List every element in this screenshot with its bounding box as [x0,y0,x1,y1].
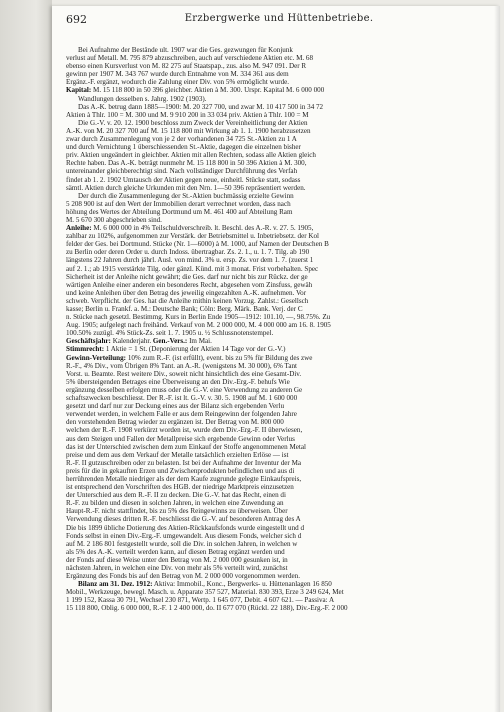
line-text: 5 208 900 ist auf den Wert der Immobilien derart verrechnet worden, dass nach [66,199,291,208]
line-text: R.-F. zu bilden und diesen in solchen Jahren, in welchen eine Zuwendung an [66,499,284,508]
running-title: Erzbergwerke und Hüttenbetriebe. [184,13,374,24]
line-text: zu Berlin oder deren Order u. durch Indoss. übertragbar. Zs. 2. 1., u. 1. 7. Tilg. ab 190 [66,248,310,257]
text-line [66,524,498,532]
line-text: Ergänz.-F. ergänzt, wodurch die Zahlung einer Div. von 5% ermöglicht wurde. [66,78,290,87]
text-line [66,459,498,467]
text-line [66,78,498,86]
text-line [66,402,498,410]
line-text: auf M. 2 186 801 festgestellt wurde, soll die Div. in solchen Jahren, in welchen w [66,539,298,548]
line-text: herrührenden Metalle niedriger als der dem Kaufe zugrunde gelegte Einkaufspreis, [66,474,302,483]
line-text: Die bis 1899 übliche Dotierung des Aktien-Rückkaufsfonds wurde eingestellt und d [66,523,304,532]
line-text: 15 118 800, Oblig. 6 000 000, R.-F. 1 2 400 000, do. II 677 070 (Rückl. 22 188), Div.-Erg.-F. 2 000 [66,604,348,613]
text-line [66,119,498,127]
line-text: 100.50% zuzügl. 4% Stück-Zs. seit 1. 7. 1905 u. ½ Schlussnotenstempel. [66,329,274,338]
line-text: Verwendung dieses dritten R.-F. beschliesst die G.-V. auf besonderen Antrag des A [66,515,301,524]
line-text: M. 6 000 000 in 4% Teilschuldverschreib. lt. Beschl. des A.-R. v. 27. 5. 1905, [91,224,314,233]
page-edge-shadow [494,6,500,712]
section-keyword: Kapital: [66,86,92,95]
text-line [66,224,498,232]
text-line [66,483,498,491]
text-line [66,232,498,240]
line-text: 1 199 152, Kassa 30 791, Wechsel 230 871, Wertp. 1 645 077, Debit. 4 607 621. — Passiva: A [66,596,335,605]
text-line [66,564,498,572]
line-text: schweb. Verpflicht. der Ges. hat die Anleihe mithin keinen Vorzug. Zahlst.: Gesellsch [66,296,309,305]
line-text: sämtl. Aktien durch gleiche Urkunden mit den Nrn. 1—50 396 repräsentiert werden. [66,183,306,192]
text-line [66,345,498,353]
text-line [66,337,498,345]
line-text: das ist der Unterschied zwischen dem zum Einkauf der Stoffe angenommenen Metal [66,442,306,451]
text-line [66,418,498,426]
line-text: 5% übersteigenden Betrages eine Überweisung an den Div.-Erg.-F. behufs Wie [66,377,290,386]
text-line [66,135,498,143]
line-text: Ergänzung des Fonds bis auf den Betrag von M. 2 000 000 vorgenommen werden. [66,572,300,581]
text-line [66,151,498,159]
text-line [66,354,498,362]
line-text: verlust auf Metall. M. 795 879 abzuschreiben, auch auf verschiedene Aktien etc. M. 68 [66,54,314,63]
text-line [66,556,498,564]
line-text: A.-K. von M. 20 327 700 auf M. 15 118 800 mit Wirkung ab 1. 1. 1900 herabzusetzen [66,126,311,135]
line-text: Aug. 1905; aufgelegt nach freihänd. Verkauf von M. 2 000 000, M. 4 000 000 am 16. 8. 1905 [66,321,331,330]
text-line [66,507,498,515]
section-keyword: Stimmrecht: [66,345,105,354]
text-line [66,491,498,499]
section-keyword: Geschäftsjahr: [66,337,111,346]
text-line [66,143,498,151]
text-line [66,62,498,70]
text-line [66,362,498,370]
book-page [52,6,500,712]
line-text: den vorstehenden Betrag wieder zu ergänzen ist. Der Betrag von M. 800 000 [66,418,284,427]
line-text: der Unterschied aus dem R.-F. II zu decken. Die G.-V. hat das Recht, einen di [66,491,286,500]
line-text: Vorst. u. Beamte. Rest weitere Div., soweit nicht hinsichtlich des eine Gesamt-Div. [66,369,302,378]
line-text: aus dem Steigen und Fallen der Metallpreise sich ergebende Gewinn oder Verlus [66,434,295,443]
line-text: Bei Aufnahme der Bestände ult. 1907 war die Ges. gezwungen für Konjunk [78,46,293,54]
line-text: Aktiva: Immobil., Konc., Bergwerks- u. Hüttenanlagen 16 850 [152,580,332,589]
line-text: Aktien à Thlr. 100 = M. 300 und M. 9 910 200 in 33 034 priv. Aktien à Thlr. 100 = M [66,110,309,119]
line-text: ergänzung desselben erfolgen muss oder die G.-V. eine Verwendung zu anderen Ge [66,385,303,394]
line-text: 1 Aktie = 1 St. (Deponierung der Aktien 14 Tage vor der G.-V.) [104,345,286,354]
line-text: findet ab 1. 2. 1902 Umtausch der Aktien gegen neue, einheitl. Stücke statt, sodass [66,175,301,184]
text-line [66,451,498,459]
line-text: nächsten Jahren, in welchen eine Div. von mehr als 5% verteilt wird, zunächst [66,564,288,572]
text-line [66,394,498,402]
line-text: Sicherheit ist der Anleihe nicht gewährt; die Ges. darf nur nicht bis zur Rückz. der ge [66,272,308,281]
line-text: M. 5 670 300 abgeschrieben sind. [66,215,162,224]
text-line [66,54,498,62]
line-text: priv. Aktien ungeändert in gleichber. Aktien mit allen Rechten, sodass alle Aktien gleich [66,151,316,160]
line-text: Mobil., Werkzeuge, bewegl. Masch. u. Apparate 357 527, Material. 830 393, Erze 3 249 624, Met [66,588,344,597]
text-line [66,540,498,548]
text-line [66,467,498,475]
text-line [66,240,498,248]
line-text: preise und dem aus dem Verkauf der Metalle tatsächlich erzielten Erlöse — ist [66,450,289,459]
text-line [66,604,498,612]
text-line [66,313,498,321]
text-line [66,159,498,167]
text-line [66,265,498,273]
text-line [66,329,498,337]
page-header [66,13,492,27]
section-keyword: Bilanz am 31. Dez. 1912: [78,580,153,589]
line-text: Haupt-R.-F. nicht stattfindet, bis zu 5% des Reingewinns zu überweisen. Über [66,507,288,516]
line-text: Das A.-K. betrug dann 1885—1900: M. 20 327 700, und zwar M. 10 417 500 in 34 72 [78,102,324,111]
text-line [66,378,498,386]
line-text: n. Stücke nach gesetzl. Bestimmg. Kurs in Berlin Ende 1905—1912: 101.10, —, 98.75%. Zu [66,313,331,322]
book-gutter [0,0,52,712]
text-line [66,532,498,540]
text-line [66,426,498,434]
text-line [66,596,498,604]
text-line [66,305,498,313]
text-line [66,127,498,135]
text-line [66,176,498,184]
line-text: ist entsprechend den Vorschriften des HGB. der niedrige Marktpreis einzusetzen [66,483,294,492]
section-keyword: Anleihe: [66,224,92,233]
text-line [66,289,498,297]
line-text: gesetzt und darf nur zur Deckung eines aus der Bilanz sich ergebenden Verlu [66,402,284,411]
line-text: felder der Ges. bei Dortmund. Stücke (Nr. 1—6000) à M. 1000, auf Namen der Deutschen B [66,240,329,249]
text-line [66,103,498,111]
line-text: wärtigen Anleihe einer anderen ein besonderes Recht, abgesehen vom Zinsfuss, gewäh [66,280,313,289]
section-keyword: Gewinn-Verteilung: [66,353,127,362]
text-line [66,256,498,264]
line-text: 10% zum R.-F. (ist erfüllt), event. bis zu 5% für Bildung des zwe [126,353,313,362]
line-text: und keine Anleihen über den Betrag des jeweilig eingezahlten A.-K. aufnehmen. Vor [66,288,307,297]
text-line [66,216,498,224]
line-text: und durch Vernichtung 1 überschiessenden St.-Aktie, dagegen die einzelnen bisher [66,143,301,152]
line-text: Die G.-V. v. 20. 12. 1900 beschloss zum Zweck der Vereinheitlichung der Aktien [78,118,308,127]
text-line [66,370,498,378]
line-text: R.-F. II gutzuschreiben oder zu belasten. Ist bei der Aufnahme der Inventur der Ma [66,458,302,467]
line-text: auf 2. 1.; ab 1915 verstärkte Tilg. oder gänzl. Künd. mit 3 monat. Frist vorbehalten. Spec [66,264,319,273]
text-line [66,167,498,175]
text-line [66,386,498,394]
section-keyword: Gen.-Vers.: [152,337,188,346]
text-line [66,111,498,119]
line-text: ebenso einen Kursverlust von M. 82 275 auf Staatspap., zus. also M. 947 091. Der R [66,62,307,71]
text-line [66,86,498,94]
line-text: als 5% des A.-K. verteilt werden kann, auf diesen Betrag ergänzt werden und [66,547,285,556]
text-line [66,95,498,103]
line-text: Der durch die Zusammenlegung der St.-Aktien buchmässig erzielte Gewinn [78,191,294,200]
text-line [66,572,498,580]
page-body-text [66,46,498,613]
line-text: gewinn per 1907 M. 343 767 wurde durch Entnahme von M. 334 361 aus dem [66,70,289,79]
text-line [66,273,498,281]
text-line [66,297,498,305]
text-line [66,192,498,200]
text-line [66,580,498,588]
line-text: Fonds selbst in einen Div.-Erg.-F. umgewandelt. Aus diesem Fonds, welcher sich d [66,531,302,540]
line-text: schaftszwecken beschliesst. Der R.-F. ist lt. G.-V. v. 30. 5. 1908 auf M. 1 600 000 [66,394,298,403]
text-line [66,435,498,443]
line-text: der Fonds auf diese Weise unter den Betrag von M. 2 000 000 gesunken ist, in [66,555,288,564]
text-line [66,248,498,256]
line-text: zahlbar zu 102%, aufgenommen zur Verstärk. der Betriebsmittel u. Inbetriebsetz. der Kol [66,232,319,241]
line-text: verwendet werden, in welchem Falle er aus dem Reingewinn der folgenden Jahre [66,410,297,419]
line-text: preis für die in gekauften Erzen und Zwischenprodukten befindlichen und aus di [66,466,295,475]
line-text: Wandlungen desselben s. Jahrg. 1902 (1903). [78,94,207,103]
line-text: R.-F., 4% Div., vom Übrigen 8% Tant. an A.-R. (wenigstens M. 30 000), 6% Tant [66,361,297,370]
line-text: Kalenderjahr. [110,337,153,346]
text-line [66,46,498,54]
text-line [66,410,498,418]
text-line [66,184,498,192]
line-text: längstens 22 Jahren durch jährl. Ausl. von mind. 3% u. ersp. Zs. vor dem 1. 7. (zuerst 1 [66,256,314,265]
text-line [66,208,498,216]
line-text: zwar durch Zusammenlegung von je 2 der vorhandenen 34 725 St.-Aktien zu 1 A [66,135,297,144]
text-line [66,475,498,483]
text-line [66,443,498,451]
text-line [66,499,498,507]
text-line [66,588,498,596]
line-text: welchen der R.-F. 1908 verkürzt worden ist, wurde dem Div.-Erg.-F. II überwiesen, [66,426,303,435]
text-line [66,70,498,78]
line-text: untereinander gleichberechtigt sind. Nach vollständiger Durchführung des Verfah [66,167,298,176]
line-text: Im Mai. [187,337,212,346]
line-text: M. 15 118 800 in 50 396 gleichber. Aktien à M. 300. Urspr. Kapital M. 6 000 000 [91,86,325,95]
text-line [66,321,498,329]
text-line [66,281,498,289]
text-line [66,515,498,523]
page-number: 692 [66,13,87,26]
text-line [66,200,498,208]
text-line [66,548,498,556]
line-text: Rechte haben. Das A.-K. beträgt nunmehr M. 15 118 800 in 50 396 Aktien à M. 300, [66,159,307,168]
line-text: höhung des Wertes der Abteilung Dortmund um M. 461 400 auf Abteilung Ram [66,207,293,216]
line-text: kasse; Berlin u. Frankf. a. M.: Deutsche Bank; Cöln: Berg. Märk. Bank. Verj. der C [66,305,303,313]
